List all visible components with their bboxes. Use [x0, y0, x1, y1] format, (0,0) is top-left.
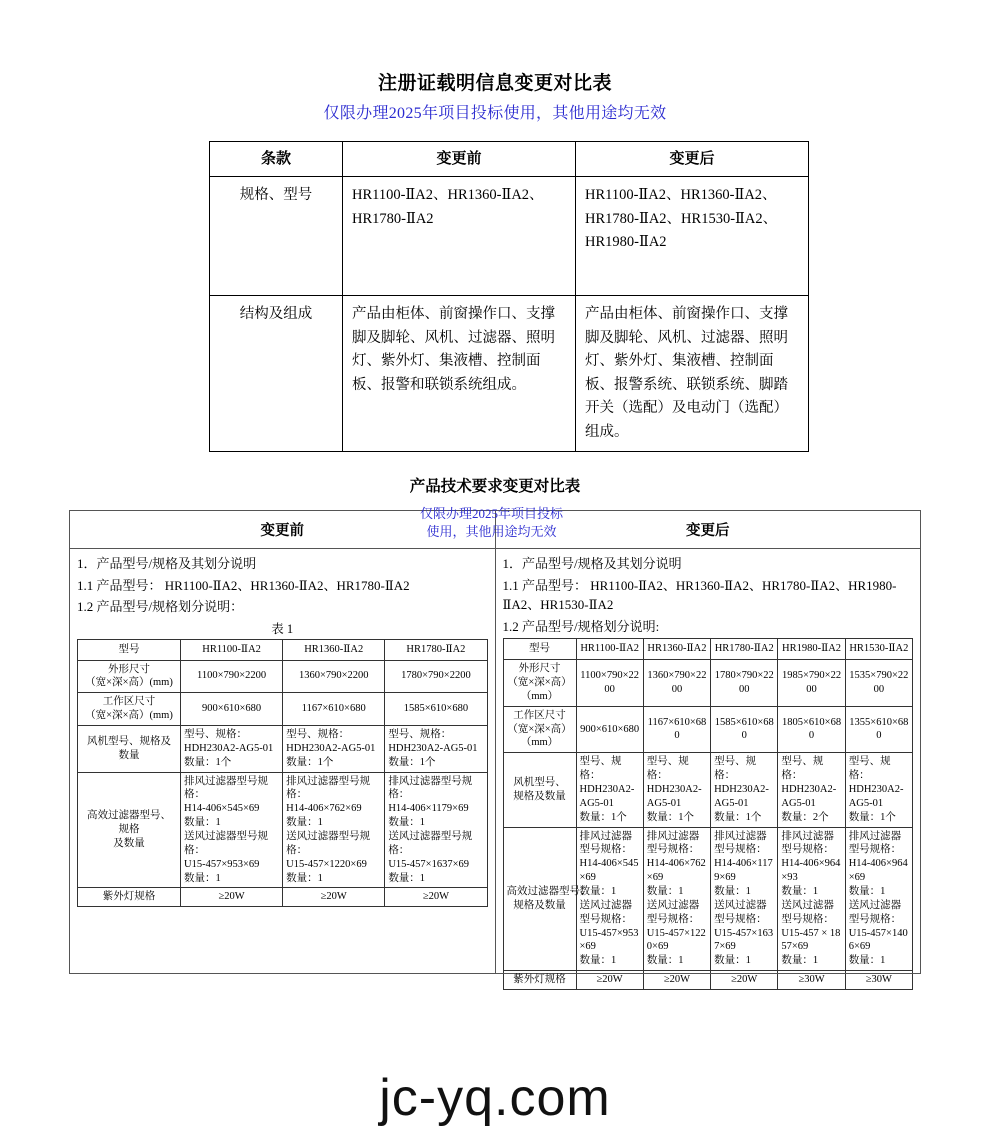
spec-cell: ≥20W — [576, 971, 643, 990]
table-header-row — [70, 511, 921, 549]
spec-cell: ≥20W — [643, 971, 710, 990]
spec-row — [503, 971, 913, 990]
spec-header-model-1: HR1100-ⅡA2 — [576, 639, 643, 660]
column-header-after: 变更后 — [576, 142, 809, 177]
pane-after — [495, 549, 921, 986]
spec-cell: 型号、规格： HDH230A2-AG5-01 数量：1个 — [576, 753, 643, 827]
watermark-line-2: 使用，其他用途均无效 — [426, 523, 557, 539]
spec-table-before-body — [78, 639, 488, 907]
spec-cell: 1355×610×680 — [845, 706, 912, 753]
spec-table-before — [77, 639, 488, 908]
spec-header-model-4: HR1980-ⅡA2 — [778, 639, 845, 660]
watermark-line-1: 仅限办理2025年项目投标 — [420, 506, 564, 522]
spec-header-model-5: HR1530-ⅡA2 — [845, 639, 912, 660]
tech-requirements-table-wrapper — [69, 506, 921, 986]
spec-row — [503, 706, 913, 753]
spec-cell: 排风过滤器型号规格： H14-406×1179×69 数量：1 送风过滤器型号规格： U15-457×1637×69 数量：1 — [385, 772, 487, 888]
table-header-row — [210, 142, 809, 177]
tech-requirements-table — [69, 510, 921, 986]
spec-header-model-1: HR1100-ⅡA2 — [181, 639, 283, 660]
spec-row — [78, 693, 488, 726]
spec-cell: 1535×790×2200 — [845, 660, 912, 707]
spec-row — [503, 827, 913, 971]
spec-row — [78, 772, 488, 888]
spec-header-row — [503, 639, 913, 660]
spec-cell: 排风过滤器型号规格： H14-406×545×69 数量：1 送风过滤器型号规格： U15-457×953×69 数量：1 — [181, 772, 283, 888]
spec-cell: 1585×610×680 — [711, 706, 778, 753]
spec-row-label: 外形尺寸 （宽×深×高）(mm) — [78, 660, 181, 693]
page-subtitle-watermark: 仅限办理2025年项目投标使用，其他用途均无效 — [323, 105, 667, 122]
spec-cell: 型号、规格： HDH230A2-AG5-01 数量：1个 — [643, 753, 710, 827]
spec-cell: 型号、规格： HDH230A2-AG5-01 数量：1个 — [385, 726, 487, 773]
spec-header-model-label: 型号 — [78, 639, 181, 660]
column-header-before: 变更前 — [70, 511, 496, 549]
spec-cell: ≥20W — [711, 971, 778, 990]
spec-cell: 1100×790×2200 — [181, 660, 283, 693]
spec-cell: ≥30W — [778, 971, 845, 990]
spec-header-row — [78, 639, 488, 660]
before-line-1: 1．产品型号/规格及其划分说明 — [77, 556, 257, 572]
after-line-2: 1.1 产品型号： HR1100-ⅡA2、HR1360-ⅡA2、HR1780-ⅡA2、HR1980-ⅡA2、HR1530-ⅡA2 — [502, 577, 897, 613]
column-header-before: 变更前 — [343, 142, 576, 177]
spec-header-model-3: HR1780-ⅡA2 — [711, 639, 778, 660]
spec-row-label: 风机型号、规格及 数量 — [78, 726, 181, 773]
registration-change-table-wrapper — [209, 141, 788, 452]
spec-table-caption: 表 1 — [271, 621, 294, 636]
spec-row-label: 工作区尺寸 （宽×深×高）(mm) — [78, 693, 181, 726]
spec-cell: ≥20W — [283, 888, 385, 907]
pane-before-content — [70, 549, 495, 973]
column-header-term: 条款 — [210, 142, 343, 177]
spec-header-model-2: HR1360-ⅡA2 — [643, 639, 710, 660]
table-row — [210, 177, 809, 296]
before-line-2: 1.1 产品型号： HR1100-ⅡA2、HR1360-ⅡA2、HR1780-ⅡA2 — [77, 577, 410, 593]
spec-row — [78, 660, 488, 693]
spec-cell: 排风过滤器型号规格： H14-406×762×69 数量：1 送风过滤器型号规格： U15-457×1220×69 数量：1 — [283, 772, 385, 888]
spec-cell: 1167×610×680 — [283, 693, 385, 726]
spec-row — [78, 888, 488, 907]
spec-cell: 1780×790×2200 — [711, 660, 778, 707]
spec-cell: ≥20W — [385, 888, 487, 907]
spec-cell: 900×610×680 — [576, 706, 643, 753]
spec-row-label: 紫外灯规格 — [503, 971, 576, 990]
spec-cell: 1360×790×2200 — [643, 660, 710, 707]
spec-cell: 型号、规格： HDH230A2-AG5-01 数量：1个 — [711, 753, 778, 827]
spec-row-label: 外形尺寸 （宽×深×高） （mm） — [503, 660, 576, 707]
column-header-after: 变更后 — [495, 511, 921, 549]
before-line-3: 1.2 产品型号/规格划分说明： — [77, 599, 244, 615]
after-line-1: 1．产品型号/规格及其划分说明 — [502, 556, 682, 572]
spec-cell: 1780×790×2200 — [385, 660, 487, 693]
spec-row-label: 紫外灯规格 — [78, 888, 181, 907]
spec-header-model-3: HR1780-ⅡA2 — [385, 639, 487, 660]
spec-row-label: 高效过滤器型号、规格及数量 — [503, 827, 576, 971]
page-title: 注册证载明信息变更对比表 — [377, 73, 612, 94]
spec-header-model-2: HR1360-ⅡA2 — [283, 639, 385, 660]
spec-cell: 型号、规格： HDH230A2-AG5-01 数量：2个 — [778, 753, 845, 827]
row-label-structure: 结构及组成 — [210, 296, 343, 452]
cell-structure-after: 产品由柜体、前窗操作口、支撑脚及脚轮、风机、过滤器、照明灯、紫外灯、集液槽、控制面板、报警系统、联锁系统、脚踏开关（选配）及电动门（选配）组成。 — [576, 296, 809, 452]
spec-cell: ≥30W — [845, 971, 912, 990]
spec-cell: 排风过滤器型号规格： H14-406×1179×69 数量：1 送风过滤器型号规格： U15-457×1637×69 数量：1 — [711, 827, 778, 971]
spec-cell: 排风过滤器型号规格： H14-406×964×93 数量：1 送风过滤器型号规格： U15-457 × 1857×69 数量：1 — [778, 827, 845, 971]
registration-change-table — [209, 141, 809, 452]
pane-before — [70, 549, 496, 974]
spec-cell: 1100×790×2200 — [576, 660, 643, 707]
spec-cell: 1985×790×2200 — [778, 660, 845, 707]
spec-cell: 1167×610×680 — [643, 706, 710, 753]
spec-row-label: 风机型号、规格及数量 — [503, 753, 576, 827]
spec-cell: 1805×610×680 — [778, 706, 845, 753]
spec-cell: 型号、规格： HDH230A2-AG5-01 数量：1个 — [283, 726, 385, 773]
spec-header-model-label: 型号 — [503, 639, 576, 660]
row-label-spec-model: 规格、型号 — [210, 177, 343, 296]
spec-table-after-body — [503, 639, 913, 990]
spec-row-label: 高效过滤器型号、 规格 及数量 — [78, 772, 181, 888]
spec-row-label: 工作区尺寸 （宽×深×高） （mm） — [503, 706, 576, 753]
spec-cell: ≥20W — [181, 888, 283, 907]
spec-cell: 排风过滤器型号规格： H14-406×762×69 数量：1 送风过滤器型号规格： U15-457×1220×69 数量：1 — [643, 827, 710, 971]
spec-cell: 型号、规格： HDH230A2-AG5-01 数量：1个 — [181, 726, 283, 773]
spec-cell: 排风过滤器型号规格： H14-406×964×69 数量：1 送风过滤器型号规格： U15-457×1406×69 数量：1 — [845, 827, 912, 971]
pane-after-content — [496, 549, 921, 986]
table-row — [210, 296, 809, 452]
site-watermark: jc-yq.com — [379, 1069, 611, 1127]
spec-row — [503, 660, 913, 707]
cell-spec-model-before: HR1100-ⅡA2、HR1360-ⅡA2、HR1780-ⅡA2 — [343, 177, 576, 296]
spec-cell: 1360×790×2200 — [283, 660, 385, 693]
spec-row — [78, 726, 488, 773]
table-row — [70, 549, 921, 974]
cell-spec-model-after: HR1100-ⅡA2、HR1360-ⅡA2、HR1780-ⅡA2、HR1530-ⅡA2、HR1980-ⅡA2 — [576, 177, 809, 296]
section-title-tech-requirements: 产品技术要求变更对比表 — [409, 478, 581, 496]
spec-cell: 排风过滤器型号规格： H14-406×545×69 数量：1 送风过滤器型号规格： U15-457×953×69 数量：1 — [576, 827, 643, 971]
spec-table-after — [503, 638, 914, 990]
spec-cell: 900×610×680 — [181, 693, 283, 726]
spec-cell: 型号、规格： HDH230A2-AG5-01 数量：1个 — [845, 753, 912, 827]
after-line-3: 1.2 产品型号/规格划分说明: — [502, 618, 660, 634]
spec-cell: 1585×610×680 — [385, 693, 487, 726]
spec-row — [503, 753, 913, 827]
cell-structure-before: 产品由柜体、前窗操作口、支撑脚及脚轮、风机、过滤器、照明灯、紫外灯、集液槽、控制面板、报警和联锁系统组成。 — [343, 296, 576, 452]
